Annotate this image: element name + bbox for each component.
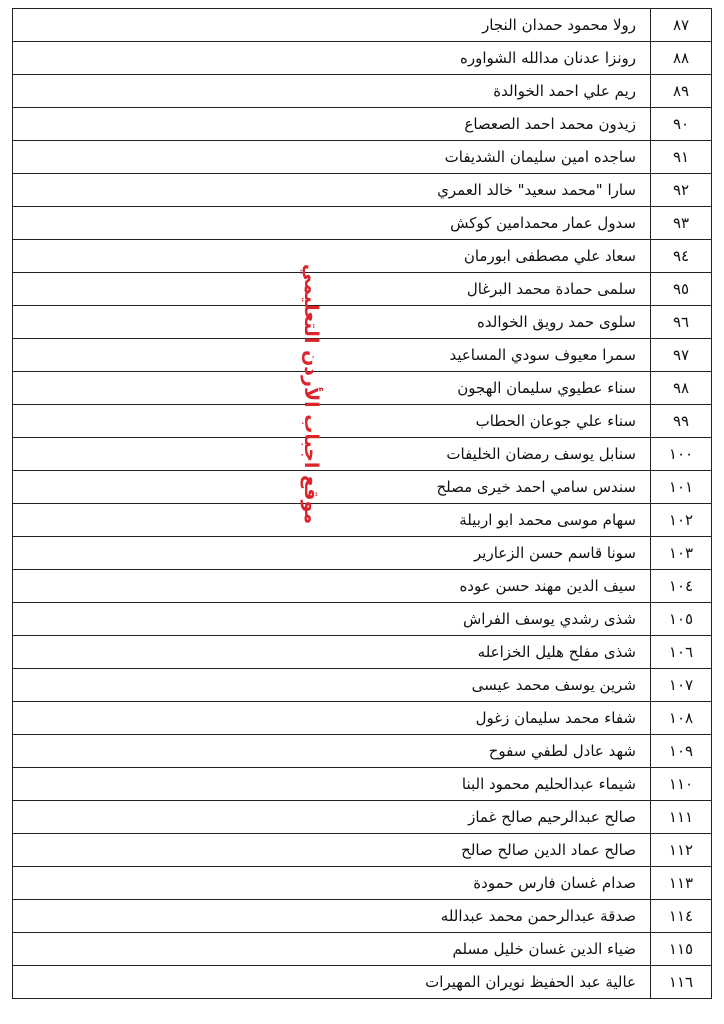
row-number: ٨٨ (651, 42, 712, 75)
watermark-text: موقع اجباب الأردن التعليمي (300, 263, 322, 525)
student-name: سيف الدين مهند حسن عوده (13, 570, 651, 603)
row-number: ١٠٩ (651, 735, 712, 768)
row-number: ٩٥ (651, 273, 712, 306)
table-row (13, 504, 712, 537)
row-number: ١٠٠ (651, 438, 712, 471)
table-row (13, 108, 712, 141)
table-row (13, 636, 712, 669)
student-name: صدقة عبدالرحمن محمد عبدالله (13, 900, 651, 933)
row-number: ٩٣ (651, 207, 712, 240)
names-table-container (12, 8, 712, 999)
table-row (13, 834, 712, 867)
table-row (13, 471, 712, 504)
student-name: سدول عمار محمدامين كوكش (13, 207, 651, 240)
table-row (13, 141, 712, 174)
student-name: ضياء الدين غسان خليل مسلم (13, 933, 651, 966)
table-row (13, 306, 712, 339)
row-number: ٩٤ (651, 240, 712, 273)
student-name: سارا "محمد سعيد" خالد العمري (13, 174, 651, 207)
row-number: ٨٩ (651, 75, 712, 108)
table-row (13, 669, 712, 702)
table-row (13, 933, 712, 966)
table-row (13, 339, 712, 372)
row-number: ١١٣ (651, 867, 712, 900)
table-row (13, 570, 712, 603)
row-number: ٩٧ (651, 339, 712, 372)
student-name: ريم علي احمد الخوالدة (13, 75, 651, 108)
table-row (13, 42, 712, 75)
table-row (13, 702, 712, 735)
student-name: رولا محمود حمدان النجار (13, 9, 651, 42)
student-name: شفاء محمد سليمان زغول (13, 702, 651, 735)
table-row (13, 174, 712, 207)
table-row (13, 273, 712, 306)
row-number: ١١١ (651, 801, 712, 834)
student-name: سمرا معيوف سودي المساعيد (13, 339, 651, 372)
table-row (13, 240, 712, 273)
student-name: رونزا عدنان مدالله الشواوره (13, 42, 651, 75)
row-number: ١٠٨ (651, 702, 712, 735)
table-row (13, 603, 712, 636)
table-row (13, 900, 712, 933)
student-name: شذى مفلح هليل الخزاعله (13, 636, 651, 669)
student-name: سهام موسى محمد ابو اربيلة (13, 504, 651, 537)
table-row (13, 735, 712, 768)
table-row (13, 75, 712, 108)
table-row (13, 768, 712, 801)
student-name: شذى رشدي يوسف الفراش (13, 603, 651, 636)
student-name: سناء علي جوعان الحطاب (13, 405, 651, 438)
row-number: ١١٢ (651, 834, 712, 867)
row-number: ١١٤ (651, 900, 712, 933)
table-row (13, 438, 712, 471)
student-name: صدام غسان فارس حمودة (13, 867, 651, 900)
names-table (12, 8, 712, 999)
student-name: سعاد علي مصطفى ابورمان (13, 240, 651, 273)
student-name: سناء عطيوي سليمان الهجون (13, 372, 651, 405)
names-table-body (13, 9, 712, 999)
student-name: ساجده امين سليمان الشديفات (13, 141, 651, 174)
row-number: ١٠٤ (651, 570, 712, 603)
row-number: ١٠٣ (651, 537, 712, 570)
row-number: ٨٧ (651, 9, 712, 42)
row-number: ١٠٦ (651, 636, 712, 669)
row-number: ٩٩ (651, 405, 712, 438)
row-number: ١٠٧ (651, 669, 712, 702)
row-number: ١٠١ (651, 471, 712, 504)
student-name: سلمى حمادة محمد البرغال (13, 273, 651, 306)
row-number: ٩٢ (651, 174, 712, 207)
student-name: صالح عماد الدين صالح صالح (13, 834, 651, 867)
table-row (13, 207, 712, 240)
row-number: ١١٥ (651, 933, 712, 966)
student-name: سونا قاسم حسن الزعارير (13, 537, 651, 570)
student-name: زيدون محمد احمد الصعصاع (13, 108, 651, 141)
student-name: سندس سامي احمد خيرى مصلح (13, 471, 651, 504)
student-name: شرين يوسف محمد عيسى (13, 669, 651, 702)
row-number: ١١٦ (651, 966, 712, 999)
row-number: ٩٠ (651, 108, 712, 141)
student-name: شيماء عبدالحليم محمود البنا (13, 768, 651, 801)
row-number: ١٠٥ (651, 603, 712, 636)
row-number: ٩٦ (651, 306, 712, 339)
student-name: سنابل يوسف رمضان الخليفات (13, 438, 651, 471)
row-number: ٩٨ (651, 372, 712, 405)
table-row (13, 405, 712, 438)
table-row (13, 9, 712, 42)
table-row (13, 966, 712, 999)
student-name: صالح عبدالرحيم صالح غماز (13, 801, 651, 834)
student-name: سلوى حمد رويق الخوالده (13, 306, 651, 339)
row-number: ٩١ (651, 141, 712, 174)
table-row (13, 537, 712, 570)
table-row (13, 801, 712, 834)
student-name: شهد عادل لطفي سفوح (13, 735, 651, 768)
row-number: ١٠٢ (651, 504, 712, 537)
row-number: ١١٠ (651, 768, 712, 801)
table-row (13, 372, 712, 405)
table-row (13, 867, 712, 900)
student-name: عالية عبد الحفيظ نويران المهيرات (13, 966, 651, 999)
